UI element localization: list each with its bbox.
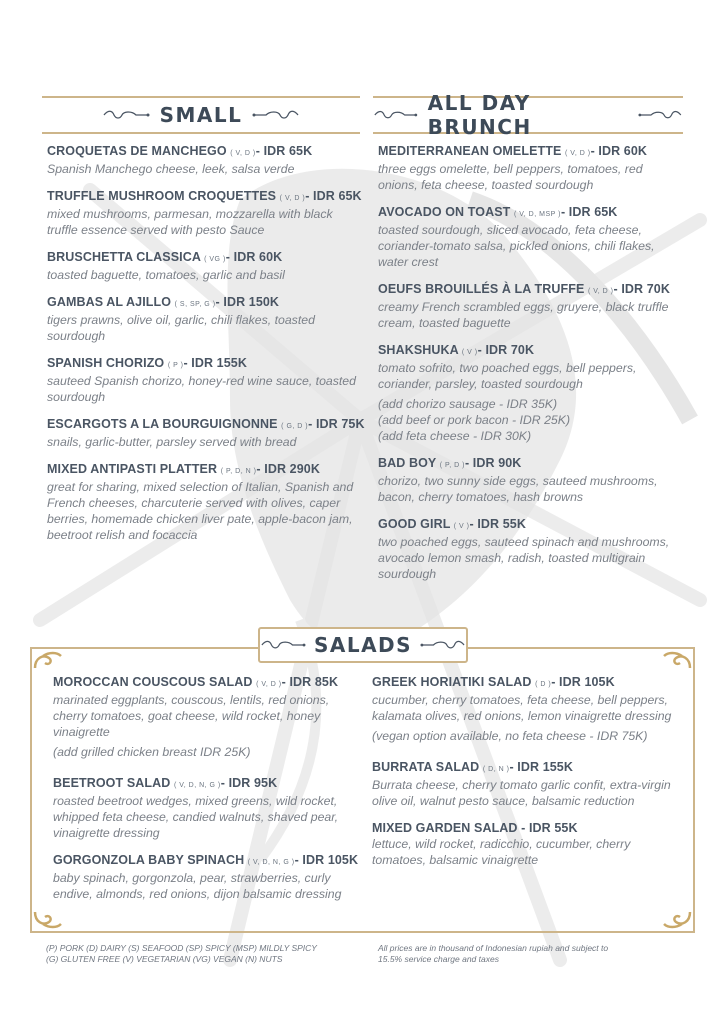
- item-price: - IDR 105K: [294, 853, 359, 867]
- section-header-small: [42, 96, 360, 134]
- dietary-tags: ( V, D ): [587, 288, 614, 295]
- item-name: MIXED ANTIPASTI PLATTER: [47, 462, 218, 476]
- item-price: - IDR 75K: [308, 417, 365, 431]
- section-all-day-brunch: [373, 91, 683, 582]
- section-small: [42, 96, 365, 543]
- item-description: toasted baguette, tomatoes, garlic and basil: [47, 268, 285, 282]
- item-price: - IDR 105K: [551, 675, 615, 689]
- dietary-tags: ( P ): [167, 362, 184, 369]
- item-description: roasted beetroot wedges, mixed greens, wild rocket, whipped feta cheese, candied walnuts, shaved pear, vinaigrette dressing: [53, 794, 339, 840]
- item-description: Spanish Manchego cheese, leek, salsa verde: [47, 162, 295, 176]
- dietary-tags: ( V ): [461, 349, 478, 356]
- add-on-chorizo: (add chorizo sausage - IDR 35K): [378, 397, 558, 411]
- menu-item: [378, 343, 683, 444]
- menu-item: [378, 282, 683, 331]
- legend-line-2: (G) GLUTEN FREE (V) VEGETARIAN (VG) VEGAN (N) NUTS: [46, 954, 283, 964]
- item-name: MEDITERRANEAN OMELETTE: [378, 144, 562, 158]
- item-name: CROQUETAS DE MANCHEGO: [47, 144, 227, 158]
- item-name: MIXED GARDEN SALAD: [372, 821, 518, 835]
- pricing-note-line-2: 15.5% service charge and taxes: [378, 954, 499, 964]
- item-description: Burrata cheese, cherry tomato garlic confit, extra-virgin olive oil, walnut pesto sauce, balsamic reduction: [372, 778, 671, 808]
- menu-item: [47, 250, 360, 283]
- add-on-bacon: (add beef or pork bacon - IDR 25K): [378, 413, 571, 427]
- menu-item: [47, 356, 360, 405]
- item-name: GREEK HORIATIKI SALAD: [372, 675, 532, 689]
- dietary-tags: ( V, D ): [256, 681, 282, 688]
- item-name: BAD BOY: [378, 456, 437, 470]
- item-price: - IDR 155K: [509, 760, 573, 774]
- pricing-note-line-1: All prices are in thousand of Indonesian rupiah and subject to: [378, 943, 609, 953]
- item-name: SHAKSHUKA: [378, 343, 459, 357]
- item-description: sauteed Spanish chorizo, honey-red wine sauce, toasted sourdough: [47, 374, 356, 404]
- item-name: MOROCCAN COUSCOUS SALAD: [53, 675, 253, 689]
- item-name: GORGONZOLA BABY SPINACH: [53, 853, 245, 867]
- menu-item: [47, 462, 360, 543]
- item-description: mixed mushrooms, parmesan, mozzarella with black truffle essence served with pesto Sauce: [47, 207, 333, 237]
- dietary-tags: ( P, D ): [439, 462, 465, 469]
- menu-item: [47, 189, 360, 238]
- item-description: baby spinach, gorgonzola, pear, strawberries, curly endive, almonds, red onions, dijon balsamic dressing: [53, 871, 342, 901]
- item-price: - IDR 60K: [225, 250, 283, 264]
- item-price: - IDR 85K: [281, 675, 339, 689]
- item-price: - IDR 65K: [255, 144, 313, 158]
- item-price: - IDR 155K: [183, 356, 247, 370]
- item-name: AVOCADO ON TOAST: [378, 205, 511, 219]
- menu-item: [47, 417, 365, 450]
- dietary-tags: ( V, D, N, G ): [173, 782, 221, 789]
- menu-item: [372, 675, 682, 744]
- item-price: - IDR 70K: [613, 282, 670, 296]
- dietary-tags: ( V, D ): [230, 150, 256, 157]
- menu-item: [378, 205, 683, 270]
- corner-ornament-bottom-right-icon: [662, 908, 692, 930]
- section-title-brunch: ALL DAY BRUNCH: [427, 91, 532, 139]
- item-price: - IDR 70K: [477, 343, 535, 357]
- menu-item: [372, 821, 682, 868]
- item-name: GOOD GIRL: [378, 517, 451, 531]
- legend-line-1: (P) PORK (D) DAIRY (S) SEAFOOD (SP) SPICY (MSP) MILDLY SPICY: [46, 943, 317, 953]
- menu-item: [53, 675, 353, 760]
- item-description: cucumber, cherry tomatoes, feta cheese, bell peppers, kalamata olives, red onions, lemon vinaigrette dressing: [372, 693, 672, 723]
- add-on-note: [378, 396, 683, 444]
- dietary-tags: ( G, D ): [281, 423, 309, 430]
- item-description: marinated eggplants, couscous, lentils, red onions, cherry tomatoes, goat cheese, wild rocket, honey vinaigrette: [53, 693, 330, 739]
- item-price: - IDR 95K: [220, 776, 278, 790]
- section-header-brunch: [373, 91, 683, 139]
- section-title-salads: SALADS: [313, 633, 413, 657]
- flourish-right-icon: [252, 108, 300, 122]
- item-price: - IDR 65K: [560, 205, 618, 219]
- add-on-feta: (add feta cheese - IDR 30K): [378, 429, 532, 443]
- item-description: tigers prawns, olive oil, garlic, chili flakes, toasted sourdough: [47, 313, 315, 343]
- item-description: tomato sofrito, two poached eggs, bell peppers, coriander, parsley, toasted sourdough: [378, 361, 637, 391]
- dietary-tags: ( VG ): [204, 256, 226, 263]
- item-name: BRUSCHETTA CLASSICA: [47, 250, 201, 264]
- menu-item: [372, 760, 682, 809]
- item-description: great for sharing, mixed selection of Italian, Spanish and French cheeses, charcuterie served with olives, caper berries, homemade chicken liver pate, apple-bacon jam, beetroot relish and focaccia: [47, 480, 354, 542]
- dietary-tags: ( V, D, N, G ): [247, 859, 295, 866]
- add-on-note: (add grilled chicken breast IDR 25K): [53, 745, 251, 759]
- item-name: OEUFS BROUILLÉS À LA TRUFFE: [378, 282, 585, 296]
- item-price: - IDR 290K: [256, 462, 320, 476]
- section-title-small: SMALL: [159, 103, 243, 127]
- item-description: chorizo, two sunny side eggs, sauteed mushrooms, bacon, cherry tomatoes, hash browns: [378, 474, 658, 504]
- dietary-tags: ( S, SP, G ): [174, 301, 216, 308]
- item-description: snails, garlic-butter, parsley served with bread: [47, 435, 297, 449]
- dietary-tags: ( D ): [535, 681, 552, 688]
- vegan-option-note: (vegan option available, no feta cheese - IDR 75K): [372, 729, 648, 743]
- item-price: - IDR 65K: [305, 189, 362, 203]
- corner-ornament-bottom-left-icon: [33, 908, 63, 930]
- menu-item: [47, 295, 360, 344]
- dietary-tags: ( V ): [453, 523, 470, 530]
- flourish-left-icon: [260, 638, 306, 652]
- salads-left-column: [53, 667, 359, 902]
- dietary-legend: [46, 943, 346, 965]
- dietary-tags: ( V, D ): [279, 195, 306, 202]
- item-description: two poached eggs, sauteed spinach and mushrooms, avocado lemon smash, radish, toasted multigrain sourdough: [378, 535, 670, 581]
- item-price: - IDR 90K: [464, 456, 522, 470]
- flourish-left-icon: [373, 108, 418, 122]
- item-description: creamy French scrambled eggs, gruyere, black truffle cream, toasted baguette: [378, 300, 669, 330]
- menu-item: [378, 517, 683, 582]
- menu-item: [47, 144, 360, 177]
- salads-right-column: [372, 667, 682, 868]
- dietary-tags: ( D, N ): [482, 766, 510, 773]
- menu-item: [53, 776, 353, 841]
- item-price: - IDR 60K: [590, 144, 648, 158]
- item-price: - IDR 55K: [521, 821, 578, 835]
- flourish-left-icon: [102, 108, 150, 122]
- menu-item: [378, 456, 683, 505]
- item-price: - IDR 150K: [215, 295, 280, 309]
- item-name: ESCARGOTS A LA BOURGUIGNONNE: [47, 417, 278, 431]
- menu-item: [53, 853, 359, 902]
- flourish-right-icon: [638, 108, 683, 122]
- item-name: SPANISH CHORIZO: [47, 356, 165, 370]
- item-description: lettuce, wild rocket, radicchio, cucumber, cherry tomatoes, balsamic vinaigrette: [372, 837, 631, 867]
- dietary-tags: ( P, D, N ): [220, 468, 257, 475]
- item-name: TRUFFLE MUSHROOM CROQUETTES: [47, 189, 277, 203]
- pricing-note: [378, 943, 678, 965]
- item-description: three eggs omelette, bell peppers, tomatoes, red onions, feta cheese, toasted sourdough: [378, 162, 643, 192]
- dietary-tags: ( V, D, MSP ): [513, 211, 561, 218]
- flourish-right-icon: [420, 638, 466, 652]
- item-description: toasted sourdough, sliced avocado, feta cheese, coriander-tomato salsa, pickled onions, chili flakes, water crest: [378, 223, 655, 269]
- section-header-salads: [258, 627, 468, 663]
- dietary-tags: ( V, D ): [565, 150, 591, 157]
- menu-item: [378, 144, 683, 193]
- item-price: - IDR 55K: [469, 517, 526, 531]
- item-name: GAMBAS AL AJILLO: [47, 295, 172, 309]
- item-name: BEETROOT SALAD: [53, 776, 171, 790]
- item-name: BURRATA SALAD: [372, 760, 480, 774]
